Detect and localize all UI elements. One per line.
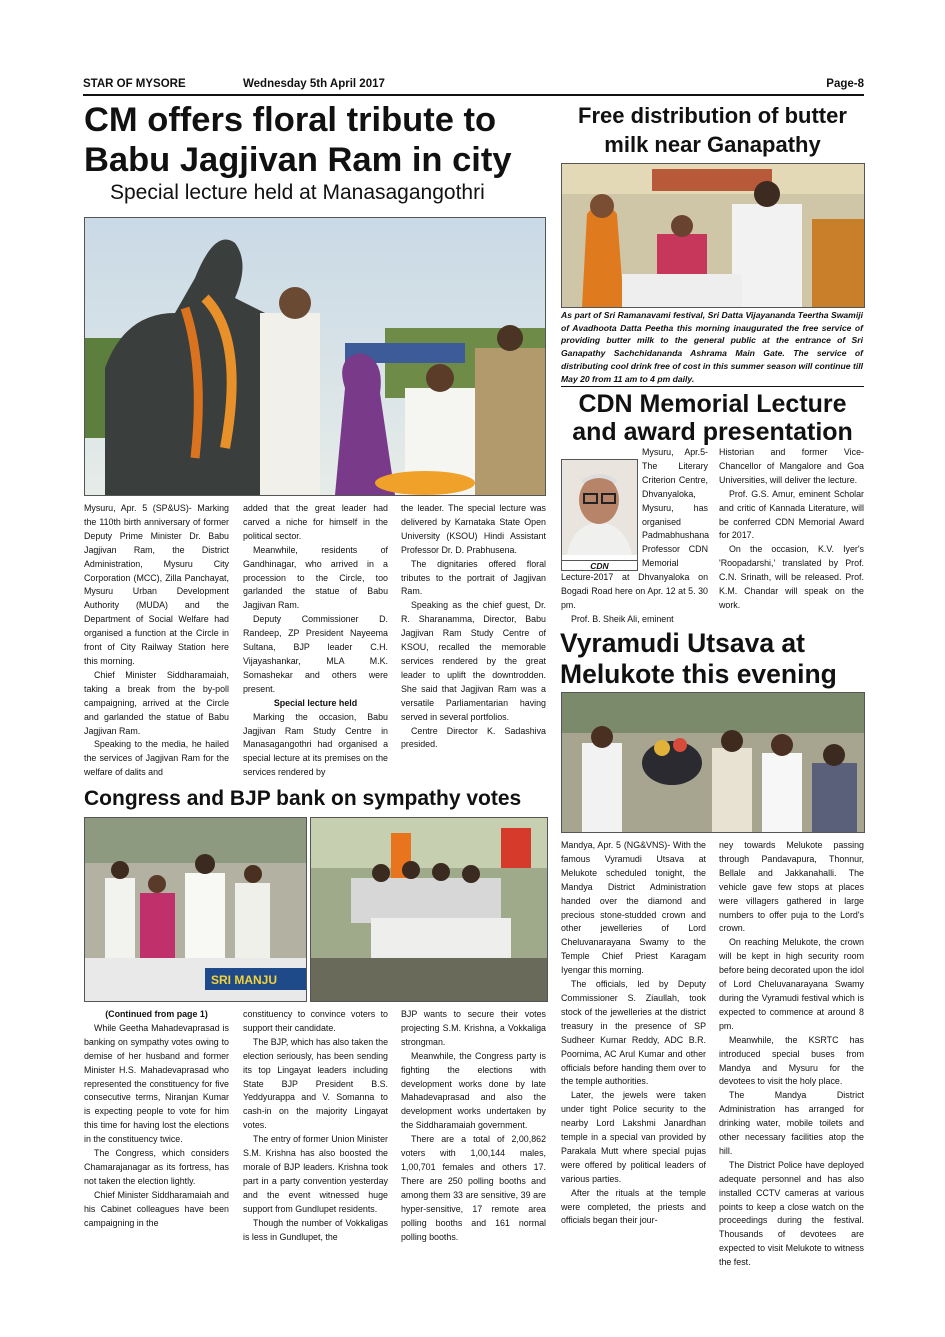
- paragraph: The officials, led by Deputy Commissioner S. Ziaullah, took stock of the jewelleries at the district treasury in the presence of SP Sudheer Kumar Reddy, ADC B.R. Poornima, AC Arul Kumar and other officials before handing them over to the temple authorities.: [561, 979, 706, 1087]
- story3-headline: CDN Memorial Lecture and award presentation: [572, 390, 853, 446]
- vyramudi-photo-image: [562, 693, 864, 832]
- paragraph: Speaking as the chief guest, Dr. R. Sharanamma, Director, Babu Jagjivan Ram Study Centre of KSOU, recalled the memorable services rendered by the great leader to uplift the downtrodden. She said that Jagjivan Ram was a versatile Parliamentarian having served in several portfolios.: [401, 600, 546, 722]
- paragraph: Speaking to the media, he hailed the services of Jagjivan Ram for the welfare of dalits and: [84, 739, 229, 778]
- paragraph: Mandya, Apr. 5 (NG&VNS)- With the famous Vyramudi Utsava at Melukote scheduled tonight, the Mandya District Administration handed over the diamond and precious stone-studded crown and other jewelleries of Lord Cheluvanarayana Swamy to the Temple Chief Priest Karagam Iyengar this morning.: [561, 840, 706, 976]
- story1-column-3: [401, 502, 546, 752]
- story2-headline: Free distribution of butter milk near Ganapathy: [578, 103, 847, 157]
- paragraph: Lecture-2017 at Dhvanyaloka on Bogadi Road here on Apr. 12 at 5. 30 pm.: [561, 572, 708, 610]
- paragraph: There are a total of 2,00,862 voters with 1,00,144 males, 1,00,701 females and others 17. There are 250 polling booths and among them 33 are sensitive, 39 are hyper-sensitive, 17 remote area polling booths and 161 normal polling booths.: [401, 1134, 546, 1242]
- paragraph: BJP wants to secure their votes projecting S.M. Krishna, a Vokkaliga strongman.: [401, 1009, 546, 1047]
- paragraph: Prof. G.S. Amur, eminent Scholar and critic of Kannada Literature, will be conferred CDN Memorial Award for 2017.: [719, 488, 864, 541]
- paragraph: Deputy Commissioner D. Randeep, ZP President Nayeema Sultana, BJP leader C.H. Vijayashankar, MLA M.K. Somashekar and others were present.: [243, 614, 388, 694]
- story3-column-1-top: [642, 446, 708, 571]
- photo-cm-floral-tribute: [84, 217, 546, 496]
- paragraph: Centre Director K. Sadashiva presided.: [401, 725, 546, 750]
- story5-column-2: [719, 839, 864, 1270]
- paragraph: On reaching Melukote, the crown will be kept in high security room before being decorated upon the idol of Lord Cheluvanarayana Swamy during the Vyramudi festival which is expected to commence at around 8 pm.: [719, 937, 864, 1031]
- paragraph: The dignitaries offered floral tributes to the portrait of Jagjivan Ram.: [401, 558, 546, 597]
- photo-congress-campaign: [84, 817, 307, 1002]
- story1-column-2: [243, 502, 388, 780]
- banner-text: SRI MANJU: [211, 973, 278, 987]
- story3-column-2: [719, 446, 864, 613]
- paragraph: The Mandya District Administration has arranged for drinking water, mobile toilets and other necessary facilities atop the hill.: [719, 1090, 864, 1156]
- paper-name: STAR OF MYSORE: [83, 78, 186, 90]
- congress-photo-image: [85, 818, 306, 1001]
- paragraph: Though the number of Vokkaligas is less in Gundlupet, the: [243, 1217, 388, 1242]
- paragraph: Meanwhile, the Congress party is fighting the elections with development works done by late Mahadevaprasad and also the development works undertaken by the Siddharamaiah government.: [401, 1050, 546, 1131]
- paragraph: Marking the occasion, Babu Jagjivan Ram Study Centre in Manasagangothri had organised a special lecture at its premises on the services rendered by: [243, 711, 388, 778]
- story5-column-1: [561, 839, 706, 1228]
- paragraph: On the occasion, K.V. Iyer's 'Roopadarshi,' translated by Prof. C.N. Srinath, will be released. Prof. K.M. Chandar will speak on the work.: [719, 544, 864, 610]
- paragraph: added that the great leader had carved a niche for himself in the political sector.: [243, 503, 388, 541]
- paragraph: Historian and former Vice-Chancellor of Mangalore and Goa Universities, will deliver the lecture.: [719, 447, 864, 485]
- paragraph: While Geetha Mahadevaprasad is banking on sympathy votes owing to demise of her husband and former Minister H.S. Mahadevaprasad who represented the constituency for five consecutive terms, Niranjan Kumar is expecting people to vote for him this time for having lost the elections in the constituency twice.: [84, 1022, 229, 1145]
- paragraph: ney towards Melukote passing through Pandavapura, Thonnur, Bellale and Jakkanahalli. The vehicle gave few stops at places were villagers gathered in large numbers to offer puja to the Lord's crown.: [719, 840, 864, 934]
- masthead: [83, 76, 864, 96]
- bjp-photo-image: [311, 818, 547, 1001]
- story1-column-1: [84, 502, 229, 780]
- paragraph: the leader. The special lecture was delivered by Karnataka State Open University (KSOU) Hindi Assistant Professor Dr. D. Prabhusena.: [401, 503, 546, 555]
- paragraph: Meanwhile, residents of Gandhinagar, who arrived in a procession to the Circle, too garlanded the statue of Babu Jagjivan Ram.: [243, 544, 388, 611]
- butter-milk-caption: As part of Sri Ramanavami festival, Sri Datta Vijayananda Teertha Swamiji of Avadhoota Datta Peetha this morning inaugurated the free service of providing butter milk to the general public at the entrance of Sri Ganapathy Sachchidananda Ashrama Main Gate. The service of distributing cool drink free of cost in this summer season will continue till May 20 from 11 am to 4 pm daily.: [561, 310, 863, 384]
- butter-milk-photo-image: [562, 164, 864, 307]
- cdn-photo-label: CDN: [562, 560, 637, 571]
- paragraph: The entry of former Union Minister S.M. Krishna has also boosted the morale of BJP leaders. Krishna took part in a party convention yesterday and the event witnessed huge support from Gundlupet residents.: [243, 1134, 388, 1214]
- photo-cdn-portrait: [561, 459, 638, 571]
- paragraph: The BJP, which has also taken the election seriously, has been sending its top Lingayat leaders including State BJP President B.S. Yeddyurappa and V. Somanna to cash-in on the majority Lingayat votes.: [243, 1036, 389, 1131]
- story5-headline: Vyramudi Utsava at Melukote this evening: [560, 628, 837, 689]
- paragraph: The District Police have deployed adequate personnel and has also installed CCTV cameras at various points to keep a close watch on the proceedings during the festival. Thousands of devotees are expected to visit Melukote to witness the fest.: [719, 1159, 864, 1268]
- photo-butter-milk: [561, 163, 865, 308]
- tribute-photo-image: [85, 218, 545, 495]
- page-number: Page-8: [826, 78, 864, 90]
- paragraph: Meanwhile, the KSRTC has introduced special buses from Mandya and Mysuru for the devotees to visit the holy place.: [719, 1034, 864, 1087]
- issue-date: Wednesday 5th April 2017: [243, 78, 385, 90]
- paragraph: Mysuru, Apr. 5 (SP&US)- Marking the 110th birth anniversary of former Deputy Prime Minister Dr. Babu Jagjivan Ram, the District Administration, Mysuru City Corporation (MCC), Zilla Panchayat, Mysuru Urban Development Authority (MUDA) and the Department of Social Welfare had organised a function at the Circle in front of City Railway Station here this morning.: [84, 503, 229, 666]
- continued-note: (Continued from page 1): [105, 1009, 208, 1019]
- paragraph: Chief Minister Siddharamaiah and his Cabinet colleagues have been campaigning in the: [84, 1189, 229, 1228]
- story4-headline: Congress and BJP bank on sympathy votes: [84, 787, 522, 810]
- paragraph: After the rituals at the temple were completed, the priests and officials began their jour-: [561, 1187, 706, 1226]
- story3-column-1: [561, 571, 708, 627]
- story1-subhead: Special lecture held at Manasagangothri: [110, 181, 485, 204]
- photo-vyramudi: [561, 692, 865, 833]
- paragraph: constituency to convince voters to support their candidate.: [243, 1009, 388, 1033]
- story4-column-2: [243, 1008, 388, 1244]
- paragraph: Mysuru, Apr.5-The Literary Criterion Centre, Dhvanyaloka, Mysuru, has organised Padmabhushana Professor CDN Memorial: [642, 447, 710, 569]
- paragraph: Prof. B. Sheik Ali, eminent: [571, 613, 674, 624]
- paragraph: Later, the jewels were taken under tight Police security to the nearby Lord Lakshmi Janardhan temple in a special van provided by Parakala Mutt where special pujas were offered by political leaders of various parties.: [561, 1090, 706, 1184]
- story4-column-1: [84, 1008, 229, 1231]
- cdn-portrait-image: [562, 460, 637, 555]
- story1-crosshead: Special lecture held: [273, 697, 358, 708]
- story1-headline: CM offers floral tribute to Babu Jagjivan Ram in city: [84, 101, 512, 179]
- paragraph: The Congress, which considers Chamarajanagar as its fortress, has not taken the election lightly.: [84, 1148, 229, 1186]
- story4-column-3: [401, 1008, 546, 1244]
- divider: [561, 386, 864, 387]
- paragraph: Chief Minister Siddharamaiah, taking a break from the by-poll campaigning, arrived at the Circle and garlanded the statue of Babu Jagjivan Ram.: [84, 669, 229, 736]
- photo-bjp-campaign: [310, 817, 548, 1002]
